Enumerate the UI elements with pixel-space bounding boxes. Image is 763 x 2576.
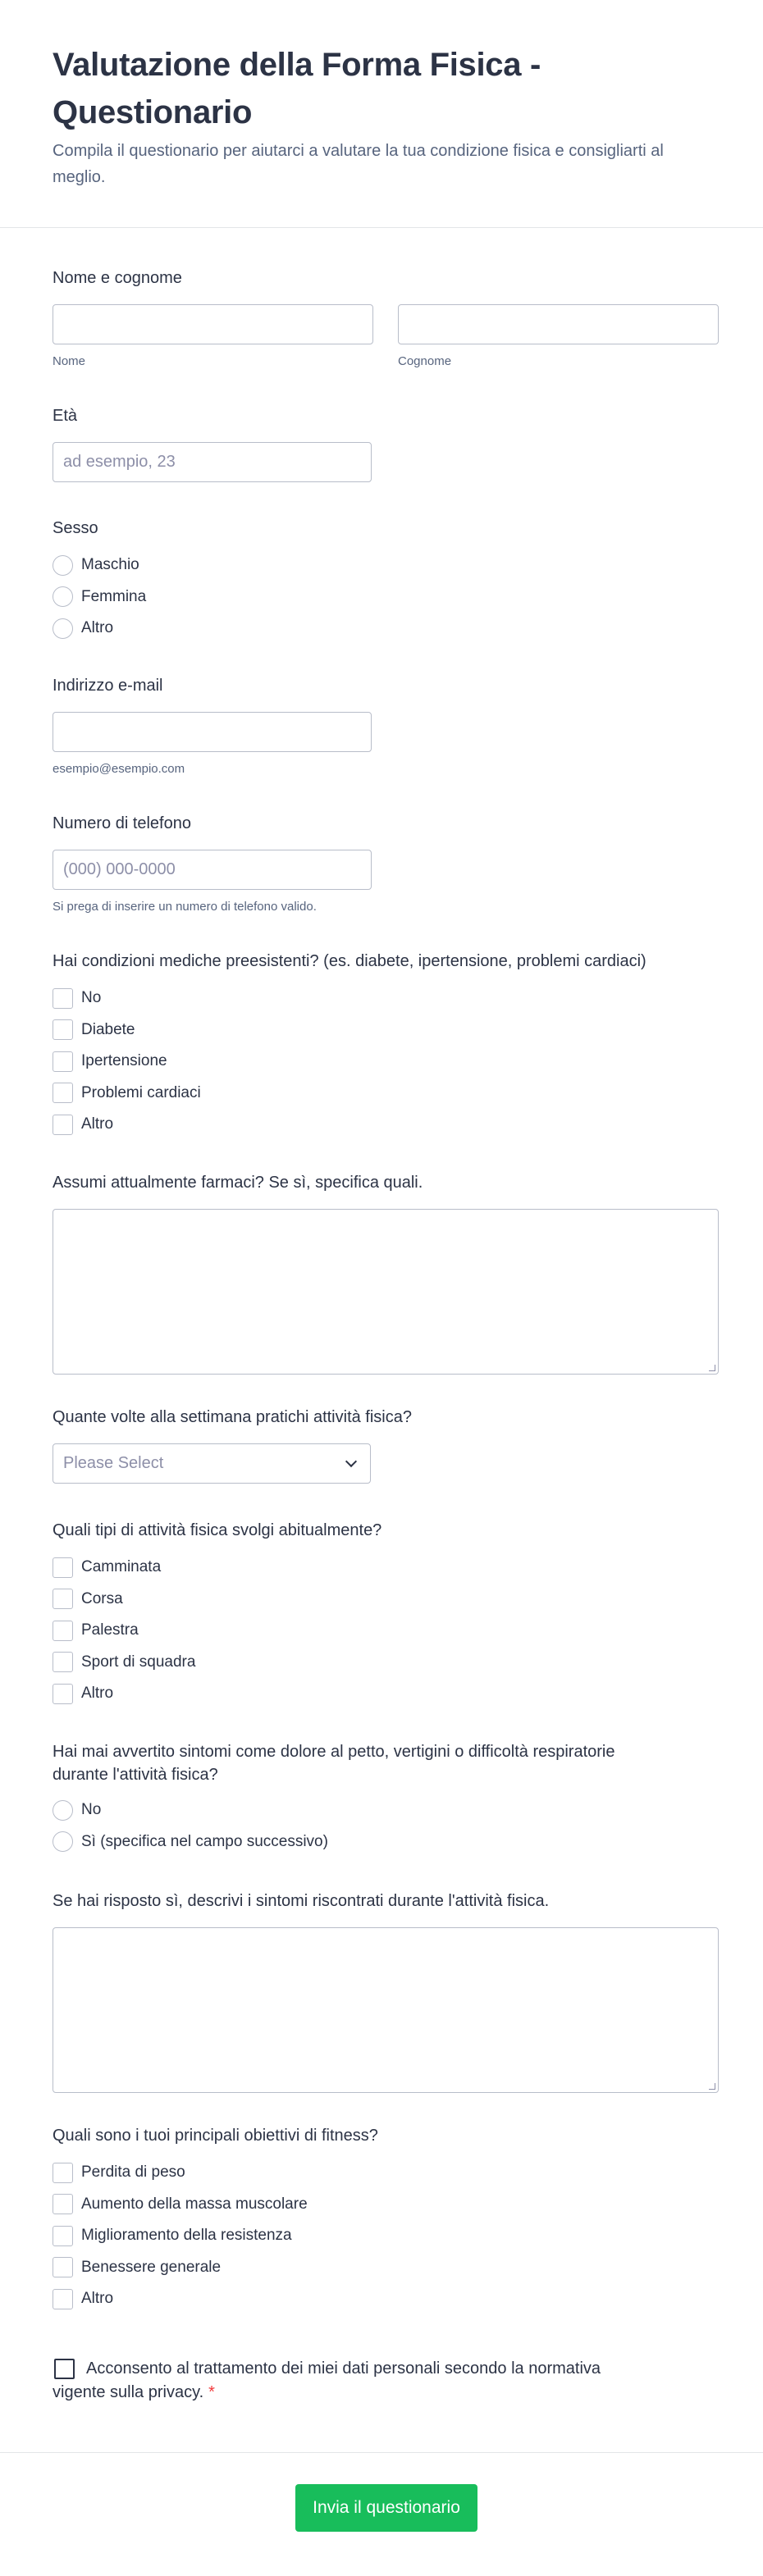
- chevron-down-icon: [345, 1456, 357, 1467]
- option-label: Femmina: [81, 587, 147, 605]
- frequency-select[interactable]: [53, 1443, 371, 1484]
- conditions-option-no[interactable]: [53, 983, 719, 1014]
- radio-button[interactable]: [53, 1800, 73, 1821]
- option-label: No: [81, 989, 102, 1007]
- goals-option-endurance[interactable]: [53, 2220, 719, 2252]
- option-label: Corsa: [81, 1589, 123, 1607]
- option-label: Perdita di peso: [81, 2163, 185, 2182]
- consent-text-line-1: Acconsento al trattamento dei miei dati personali secondo la normativa: [86, 2359, 601, 2378]
- age-input[interactable]: [53, 442, 372, 482]
- last-name-input[interactable]: [398, 304, 719, 344]
- email-label: Indirizzo e-mail: [53, 677, 163, 695]
- goals-option-weight-loss[interactable]: [53, 2157, 719, 2189]
- checkbox[interactable]: [53, 1019, 73, 1040]
- medications-textarea[interactable]: [53, 1209, 719, 1375]
- checkbox[interactable]: [53, 2163, 73, 2183]
- radio-button[interactable]: [53, 555, 73, 576]
- option-label: Sport di squadra: [81, 1653, 196, 1671]
- activities-field: [53, 1519, 719, 1710]
- checkbox[interactable]: [53, 1115, 73, 1135]
- age-field: [53, 404, 719, 482]
- phone-field: [53, 812, 719, 914]
- symptoms-option-no[interactable]: [53, 1794, 719, 1826]
- checkbox[interactable]: [53, 2194, 73, 2214]
- conditions-option-other[interactable]: [53, 1109, 719, 1141]
- activities-option-walking[interactable]: [53, 1552, 719, 1584]
- checkbox[interactable]: [53, 1083, 73, 1103]
- phone-input[interactable]: [53, 850, 372, 890]
- medications-label: Assumi attualmente farmaci? Se sì, specifica quali.: [53, 1174, 423, 1192]
- symptoms-field: [53, 1740, 719, 1858]
- option-label: Altro: [81, 1685, 114, 1703]
- symptoms-label-line-2: durante l'attività fisica?: [53, 1766, 218, 1784]
- option-label: Benessere generale: [81, 2258, 222, 2276]
- activities-option-other[interactable]: [53, 1678, 719, 1710]
- frequency-selected-value: Please Select: [63, 1454, 164, 1472]
- consent-field: [53, 2357, 719, 2405]
- radio-button[interactable]: [53, 618, 73, 639]
- frequency-field: [53, 1406, 719, 1484]
- option-label: Ipertensione: [81, 1052, 167, 1070]
- option-label: Maschio: [81, 556, 139, 574]
- sex-option-other[interactable]: [53, 613, 719, 645]
- conditions-field: [53, 950, 719, 1141]
- form-title-line-2: Questionario: [53, 94, 253, 130]
- goals-option-wellbeing[interactable]: [53, 2252, 719, 2284]
- radio-button[interactable]: [53, 586, 73, 607]
- option-label: Miglioramento della resistenza: [81, 2227, 292, 2245]
- checkbox[interactable]: [53, 2289, 73, 2309]
- form-footer: [0, 2452, 763, 2576]
- checkbox[interactable]: [53, 1621, 73, 1641]
- consent-checkbox[interactable]: [54, 2359, 75, 2379]
- form-title: [53, 41, 710, 136]
- goals-option-other[interactable]: [53, 2283, 719, 2315]
- sex-option-female[interactable]: [53, 581, 719, 613]
- age-label: Età: [53, 407, 78, 425]
- checkbox[interactable]: [53, 1589, 73, 1609]
- symptoms-detail-textarea[interactable]: [53, 1927, 719, 2093]
- activities-option-team-sports[interactable]: [53, 1647, 719, 1679]
- frequency-label: Quante volte alla settimana pratichi attività fisica?: [53, 1408, 412, 1426]
- last-name-sublabel: Cognome: [398, 354, 452, 368]
- full-name-field: [53, 267, 719, 368]
- checkbox[interactable]: [53, 2257, 73, 2277]
- conditions-option-heart[interactable]: [53, 1078, 719, 1110]
- option-label: Altro: [81, 1115, 114, 1133]
- conditions-option-hypertension[interactable]: [53, 1046, 719, 1078]
- resize-grip-icon[interactable]: [709, 1365, 715, 1371]
- checkbox[interactable]: [53, 2226, 73, 2246]
- phone-sublabel: Si prega di inserire un numero di telefono valido.: [53, 900, 317, 914]
- activities-label: Quali tipi di attività fisica svolgi abitualmente?: [53, 1521, 382, 1539]
- option-label: Aumento della massa muscolare: [81, 2195, 308, 2213]
- first-name-input[interactable]: [53, 304, 373, 344]
- option-label: Altro: [81, 619, 114, 637]
- symptoms-option-yes[interactable]: [53, 1826, 719, 1858]
- checkbox[interactable]: [53, 1652, 73, 1672]
- required-star: *: [208, 2383, 215, 2401]
- consent-text-line-2: vigente sulla privacy.: [53, 2383, 204, 2401]
- goals-option-muscle-gain[interactable]: [53, 2189, 719, 2221]
- option-label: Camminata: [81, 1558, 162, 1576]
- option-label: Problemi cardiaci: [81, 1083, 201, 1101]
- sex-option-male[interactable]: [53, 549, 719, 581]
- radio-button[interactable]: [53, 1831, 73, 1852]
- email-input[interactable]: [53, 712, 372, 752]
- checkbox[interactable]: [53, 988, 73, 1009]
- activities-option-gym[interactable]: [53, 1615, 719, 1647]
- symptoms-label-line-1: Hai mai avvertito sintomi come dolore al petto, vertigini o difficoltà respiratorie: [53, 1743, 615, 1761]
- checkbox[interactable]: [53, 1051, 73, 1072]
- form-subtitle: Compila il questionario per aiutarci a valutare la tua condizione fisica e consigliarti al meglio.: [53, 142, 664, 186]
- phone-label: Numero di telefono: [53, 814, 191, 832]
- goals-label: Quali sono i tuoi principali obiettivi di fitness?: [53, 2127, 378, 2145]
- submit-button[interactable]: Invia il questionario: [295, 2484, 477, 2532]
- consent-text-line-2-row: [53, 2381, 719, 2405]
- first-name-sublabel: Nome: [53, 354, 86, 368]
- option-label: Sì (specifica nel campo successivo): [81, 1832, 328, 1850]
- activities-option-running[interactable]: [53, 1584, 719, 1616]
- consent-checkbox-row[interactable]: [53, 2357, 719, 2381]
- consent-text: [86, 2357, 601, 2381]
- option-label: Diabete: [81, 1020, 135, 1038]
- checkbox[interactable]: [53, 1557, 73, 1578]
- option-label: Altro: [81, 2290, 114, 2308]
- conditions-label: Hai condizioni mediche preesistenti? (es. diabete, ipertensione, problemi cardiaci): [53, 952, 646, 970]
- option-label: Palestra: [81, 1621, 139, 1639]
- symptoms-label: [53, 1740, 719, 1786]
- option-label: No: [81, 1801, 102, 1819]
- conditions-option-diabetes[interactable]: [53, 1014, 719, 1046]
- sex-label: Sesso: [53, 519, 98, 537]
- email-sublabel: esempio@esempio.com: [53, 762, 185, 776]
- symptoms-detail-field: [53, 1890, 719, 2093]
- sex-field: [53, 517, 719, 645]
- symptoms-detail-label: Se hai risposto sì, descrivi i sintomi riscontrati durante l'attività fisica.: [53, 1892, 550, 1910]
- resize-grip-icon[interactable]: [709, 2083, 715, 2090]
- goals-field: [53, 2124, 719, 2315]
- medications-field: [53, 1171, 719, 1375]
- email-field: [53, 674, 719, 776]
- checkbox[interactable]: [53, 1684, 73, 1704]
- form-title-line-1: Valutazione della Forma Fisica -: [53, 47, 541, 83]
- form-header: [0, 0, 763, 228]
- full-name-label: Nome e cognome: [53, 269, 182, 287]
